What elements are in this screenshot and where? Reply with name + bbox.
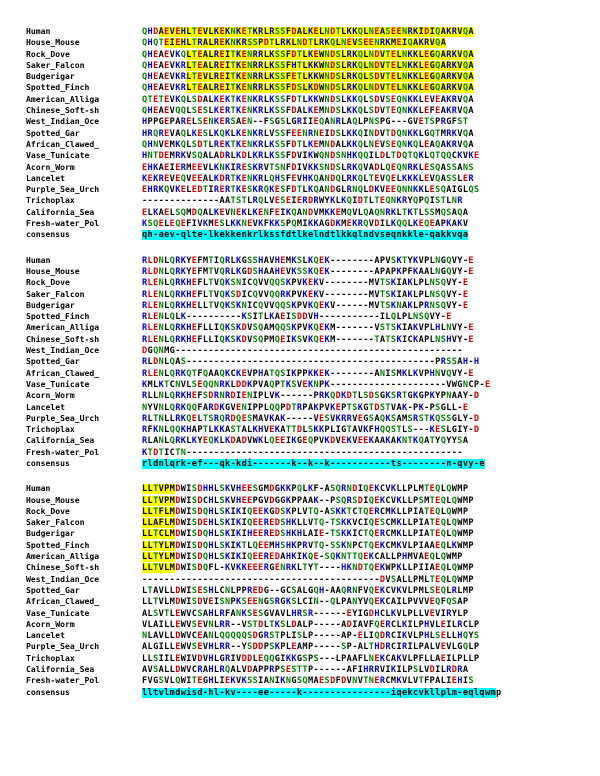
alignment-row <box>26 266 600 277</box>
sequence-residues: FVGSVLQWITEGHLIEKVKSSIANIKNGSQMAESDFDVNVTNERCMKVLVTFPALIEHIS <box>142 676 474 687</box>
sequence-label: Spotted_Finch <box>26 539 90 550</box>
sequence-label: West_Indian_Oce <box>26 116 100 127</box>
alignment-row <box>26 255 600 266</box>
sequence-label: Chinese_Soft-sh <box>26 562 100 573</box>
alignment-row <box>26 540 600 551</box>
sequence-label: California_Sea <box>26 664 95 675</box>
alignment-block <box>26 26 600 241</box>
sequence-label: California_Sea <box>26 206 95 217</box>
sequence-residues: RLDNLQAS---------------------------------------------PRSSAH-H <box>142 357 480 368</box>
sequence-residues: HRQREVAQLKESLKQKLKENKRLVSSFEENRNEIDSLKKQINDVTDQNKKLGQTMRKVQA <box>142 128 474 139</box>
alignment-row <box>26 105 600 116</box>
alignment-row <box>26 402 600 413</box>
alignment-row <box>26 150 600 161</box>
sequence-label: House_Mouse <box>26 37 80 48</box>
alignment-row <box>26 116 600 127</box>
sequence-label: Human <box>26 254 51 265</box>
sequence-residues: QHQTEIEHLTRALREKNKRSSPDTLRKLNDTLRKQLNEVSEENRKMEIQAKRVQA <box>142 38 447 49</box>
alignment-row <box>26 630 600 641</box>
sequence-label: Chinese_Soft-sh <box>26 105 100 116</box>
sequence-label: consensus <box>26 229 70 240</box>
alignment-row <box>26 413 600 424</box>
alignment-row <box>26 687 600 698</box>
sequence-residues: ALSVTLEWVCSAHLRFANKSESGVAVLHRSR------EYIGDHCLKVLPLLVEVIRYLP <box>142 608 469 619</box>
sequence-label: Purple_Sea_Urch <box>26 184 100 195</box>
sequence-residues: AVSALLDWVCRAHLRQALVDAPPRPSESTTP------AFIHRRVIKILPSLVDILRDRA <box>142 665 469 676</box>
sequence-residues: QHEAEVQQLSESLKERTKENKRLKSSFDALKEMNDSLKKQLSDVTEQNKKLEFEAKRVQA <box>142 106 474 117</box>
alignment-row <box>26 608 600 619</box>
alignment-row <box>26 596 600 607</box>
alignment-row <box>26 184 600 195</box>
sequence-label: Acorn_Worm <box>26 390 75 401</box>
sequence-residues: qh-aev-qlte-lkekkenkrlkssfdtlkelndtlkkqlndvseqnkkle-qakkvqa <box>142 230 469 241</box>
alignment-row <box>26 574 600 585</box>
sequence-residues: LLSIILEWIVDVHLGRIVDDLEQQGIKKGSPS---LPAAFLNEKCAKVLPFLLAEILPLLP <box>142 653 480 664</box>
alignment-row <box>26 517 600 528</box>
sequence-label: California_Sea <box>26 435 95 446</box>
sequence-label: Vase_Tunicate <box>26 607 90 618</box>
sequence-label: Spotted_Gar <box>26 356 80 367</box>
sequence-label: Lancelet <box>26 172 65 183</box>
alignment-row <box>26 653 600 664</box>
sequence-residues: RLANLQRKLKYEQKLKDADVWKLQEEIKGEQPVKDVEKVEEKAAKAKNTKQATYQYYSA <box>142 436 469 447</box>
sequence-label: Purple_Sea_Urch <box>26 641 100 652</box>
sequence-residues: RLENLQRKHEFLLIQKSKDVSQPMQEIKSVKQEKM-------TATSKICKAPLNSHVY-E <box>142 334 474 345</box>
sequence-label: Vase_Tunicate <box>26 150 90 161</box>
alignment-row <box>26 128 600 139</box>
alignment-row <box>26 60 600 71</box>
alignment-row <box>26 379 600 390</box>
sequence-residues: QTETEVKQLSDALKEKTKENKRLKSSFDTLKKWNDSLKKQLSDVSEQNKKLEVEAKRVQA <box>142 94 474 105</box>
sequence-label: Fresh-water_Pol <box>26 446 100 457</box>
alignment-row <box>26 311 600 322</box>
alignment-row <box>26 195 600 206</box>
sequence-label: American_Alliga <box>26 93 100 104</box>
alignment-row <box>26 483 600 494</box>
sequence-residues: RFKNLQQKHAPTLKKASTALKHVEKATTDLSKKPLIGTAVKFHQQSTLS---KESLGIY-D <box>142 425 480 436</box>
sequence-label: Lancelet <box>26 630 65 641</box>
alignment-row <box>26 424 600 435</box>
alignment-row <box>26 71 600 82</box>
alignment-row <box>26 49 600 60</box>
sequence-label: House_Mouse <box>26 265 80 276</box>
alignment-row <box>26 173 600 184</box>
sequence-label: Rock_Dove <box>26 505 70 516</box>
sequence-residues: ALGILLEWVSEVHLRR--YSDDPSKPLEAMP-----SP-ALTHDRCIRILPALVEVLGQLP <box>142 642 480 653</box>
sequence-residues: QHEAEVKQLTEALREITKENRRLKSSFDTLKEWNDSLRKQLNDVTELNKKLEGQARKVQA <box>142 49 474 60</box>
sequence-label: American_Alliga <box>26 322 100 333</box>
sequence-residues: HPPGEPARELSENKERSAEN--FSGSLGRIIEQANRLAQLPNSPG---GVETSPRGFST <box>142 117 469 128</box>
sequence-residues: RLENLQRKHEFLTVQKSDICQVVQQRKPVKEKV--------MVTSKIAKLPLNSQVY-E <box>142 289 469 300</box>
sequence-residues: LLTVLMDWISDVEISNPKSEENGSRGKSLCIN--QLPANYVQEKCAILPVVVEQFQSAP <box>142 597 469 608</box>
sequence-residues: RLENLQLK----------KSITLKAEISDDVH-----------ILQLPLNSQVY-E <box>142 312 452 323</box>
sequence-label: Trichoplax <box>26 424 75 435</box>
alignment-row <box>26 619 600 630</box>
alignment-block <box>26 255 600 470</box>
sequence-residues: LLTFLMDWISDQHLSKIKIQEEKGDSKPLVTQ-ASKKTCTQERCMKLLPIATEQLQWMP <box>142 506 469 517</box>
alignment-row <box>26 495 600 506</box>
sequence-label: Spotted_Finch <box>26 82 90 93</box>
sequence-label: Acorn_Worm <box>26 618 75 629</box>
sequence-label: Fresh-water_Pol <box>26 218 100 229</box>
sequence-residues: KMLKTCNVLSEQQNRKLDDKPVAQPTKSVEKNPK---------------------VWGNCP-E <box>142 379 491 390</box>
sequence-residues: QHDAEVEHLTEVLKEKNKETKRLRSSFDALKELNDTLKKQLNEASEENRKIDIQAKRVQA <box>142 27 474 37</box>
alignment-row <box>26 435 600 446</box>
alignment-blocks <box>26 26 600 698</box>
sequence-residues: LLTYLMDWISDQHLSKIKTLQEEMHSHKPRVTQ-SSKNPCTQEKCMKVLPIAAEQLKWMP <box>142 540 474 551</box>
sequence-label: Rock_Dove <box>26 48 70 59</box>
sequence-residues: LLTYLMDWISDQHLSKIKIQEEREDAHKIKQE-SQKNTTQEKCALLPHMVAEQLQWMP <box>142 552 463 563</box>
alignment-row <box>26 551 600 562</box>
sequence-residues: RLTNLLRKQELTSRQRDQESMAVKAK-----VESVKRRVEGSAQKSAMSRSTKQSSGLY-D <box>142 413 480 424</box>
sequence-label: consensus <box>26 457 70 468</box>
sequence-label: Lancelet <box>26 401 65 412</box>
sequence-residues: KEKREVEQVEEALKDRTKENKRLQHSFEVHKQANDQLRKQLTEVQELKKKLEVQASSLER <box>142 173 474 184</box>
sequence-label: African_Clawed_ <box>26 138 100 149</box>
sequence-residues: EHRKQVKELEDTIRERTKESKRQKESFDTLKQANDGLRNQLDKVEEQNNKKLESQAIGLQS <box>142 185 480 196</box>
sequence-label: Vase_Tunicate <box>26 378 90 389</box>
sequence-residues: RLENLQRKHELLTVQKSKNICQVVQQSKPVKQEKV------MVTSKNAKLPRNSQVY-E <box>142 300 469 311</box>
alignment-row <box>26 664 600 675</box>
alignment-row <box>26 356 600 367</box>
sequence-label: Rock_Dove <box>26 277 70 288</box>
sequence-label: Acorn_Worm <box>26 161 75 172</box>
alignment-row <box>26 277 600 288</box>
sequence-label: consensus <box>26 686 70 697</box>
sequence-residues: LLAFLMDWISDEHLSKIKIQEEREDSHKLLVTQ-TSKKVCIQESCMKLLPIATEQLQWMP <box>142 518 474 529</box>
alignment-row <box>26 207 600 218</box>
alignment-row <box>26 300 600 311</box>
sequence-label: Budgerigar <box>26 299 75 310</box>
sequence-residues: RLENLQRKHEFLTVQKSNICQVVQQSKPVKEKV--------MVTSKIAKLPLNSQVY-E <box>142 278 469 289</box>
sequence-residues: RLDNLQRKYEFMTIQRLKGSSHAVHEMKSLKQEK--------APVSKTYKVPLNGQVY-E <box>142 255 474 266</box>
sequence-residues: QHEAEVKRLTEALREITKENRRLKSSFHTLKKWNDSLRKQLNDVTELNKKLEGQARKVQA <box>142 60 474 71</box>
alignment-row <box>26 94 600 105</box>
sequence-residues: NLAVLLDWVCEANLQQQQQSDGRSTPLISLP-----AP-ELIQDRCIKVLPHLSELLHQYS <box>142 631 480 642</box>
sequence-label: Chinese_Soft-sh <box>26 333 100 344</box>
sequence-residues: HNTDEMRKVSQALADRLKDLKRLKSSFDVIKWQNDSNHKQQILDLTDQTQKLQTQQCKVKE <box>142 151 480 162</box>
alignment-row <box>26 37 600 48</box>
sequence-label: Budgerigar <box>26 528 75 539</box>
sequence-residues: QHNVEMKQLSDTLREKTKENKRLKSSFDTLKEMNDALKKQLNEVSEQNKQLEAQAKRVQA <box>142 139 474 150</box>
alignment-row <box>26 218 600 229</box>
sequence-residues: LLTVLMDWISDQFL-KVKKEEERGENRKLTYT----HKNDTQEKWPKLLPIIAEQLQWMP <box>142 563 474 574</box>
sequence-label: Fresh-water_Pol <box>26 675 100 686</box>
alignment-row <box>26 82 600 93</box>
sequence-residues: QHEAEVKRLTEVLREITKENRRLKSSFETLKKWNDSLRKQLSDVTELNKKLEGQARKVQA <box>142 72 474 83</box>
sequence-residues: QHEAEVKRLTEALREITKENRRLKSSFDSLKDWNDSLRKQLNDVTELNKKLEGQARKVQA <box>142 83 474 94</box>
sequence-residues: RLDNLQRKYEFMTVQRLKGDSHAAHEVKSSKQEK--------APAPKPFKAALNGQVY-E <box>142 266 474 277</box>
alignment-row <box>26 289 600 300</box>
sequence-label: Trichoplax <box>26 652 75 663</box>
sequence-residues: KTDTICTN-------------------------------------------------- <box>142 447 463 458</box>
alignment-row <box>26 506 600 517</box>
sequence-residues: KSQELEQEFIVKMESLKKNEVKFKKSPQMIKKAGDKMEKRQVDILKQQLKEQEAPKAKV <box>142 219 469 230</box>
sequence-residues: ELKAELSQMDQALKEVNEKLKENFEIKQANDVMKKEMQVLQAQNRKLTKTLSSMQSAQA <box>142 207 469 218</box>
sequence-residues: RLENLQRKQTFQAAQKCKEVPHATQSIKPPKKEK--------ANISMKLKVPHNVQVY-E <box>142 368 474 379</box>
alignment-row <box>26 334 600 345</box>
alignment-row <box>26 528 600 539</box>
alignment-row <box>26 562 600 573</box>
sequence-label: Trichoplax <box>26 195 75 206</box>
sequence-label: Spotted_Gar <box>26 127 80 138</box>
alignment-row <box>26 641 600 652</box>
sequence-residues: -------------------------------------------DVSALLPMLTEQLQWMP <box>142 574 474 585</box>
alignment-row <box>26 26 600 37</box>
sequence-label: Saker_Falcon <box>26 288 85 299</box>
sequence-label: Human <box>26 483 51 494</box>
alignment-row <box>26 585 600 596</box>
sequence-label: Saker_Falcon <box>26 59 85 70</box>
sequence-residues: --------------AATSTLRQLVESEIERDRWYKLKQIDTLTEQNKRYQPQISTLNR <box>142 196 463 207</box>
alignment-row <box>26 390 600 401</box>
sequence-residues: LLTVPMDWISDCHLSKVHEEPGVDGGKPPAAK--PSQRSDIQEKCVKLLPSMTEQLQWMP <box>142 495 474 506</box>
alignment-row <box>26 162 600 173</box>
sequence-residues: NYVNLQRKQQFARDKGVENIPPLQQPDTRPAKPVKEPTSKGTDSTVAK-PK-PSGLL-E <box>142 402 469 413</box>
sequence-residues: LLTVPMDWISDHHLSKVHEESGMDGKKPQLKF-ASQRNDIQEKCVKLLPLMTEQLQWMP <box>142 484 469 495</box>
sequence-label: African_Clawed_ <box>26 596 100 607</box>
sequence-label: American_Alliga <box>26 551 100 562</box>
sequence-label: African_Clawed_ <box>26 367 100 378</box>
alignment-row <box>26 368 600 379</box>
sequence-residues: LLTCLMDWISDQHLSKIKIHEEREDSHKHLAIE-TSKKICTQERCMKLLPIATEQLQWMP <box>142 529 474 540</box>
sequence-residues: VLAILLEWVSEVNLRR--VSTDLTKSLDALP-----ADIAVFQERCLKILPHVLEILRCLP <box>142 619 480 630</box>
alignment-row <box>26 229 600 240</box>
alignment-row <box>26 675 600 686</box>
sequence-label: Spotted_Gar <box>26 584 80 595</box>
sequence-label: Budgerigar <box>26 71 75 82</box>
sequence-label: Spotted_Finch <box>26 311 90 322</box>
sequence-residues: EHKAEIERMEEVLKNKIRESKRVTSNFDIVKKSNDSLRKQVADLQEQNRKLESQASSANS <box>142 162 474 173</box>
sequence-label: House_Mouse <box>26 494 80 505</box>
sequence-residues: DGQNMG---------------------------------------------------- <box>142 346 463 357</box>
sequence-label: West_Indian_Oce <box>26 573 100 584</box>
sequence-label: Human <box>26 26 51 36</box>
alignment-block <box>26 483 600 698</box>
sequence-residues: rldnlqrk-ef---qk-kdi-------k--k--k-----------ts--------n-qvy-e <box>142 458 485 469</box>
alignment-row <box>26 447 600 458</box>
sequence-residues: RLENLQRKHEFLLIQKSKDVSQAMQQSKPVKQEKM-------VSTSKIAKVPLHLNVY-E <box>142 323 474 334</box>
sequence-label: Purple_Sea_Urch <box>26 412 100 423</box>
sequence-residues: RLLNLQRKHEFSDRNRDIENIPLVK------PRKQDKDTLSDSGKSRTGKGPKYPNAAY-D <box>142 391 480 402</box>
alignment-row <box>26 345 600 356</box>
alignment-row <box>26 322 600 333</box>
sequence-label: West_Indian_Oce <box>26 345 100 356</box>
sequence-residues: LTAVLLDWISESHLCNLPPREDG--GCSALGQH-AAQRNFVQEKCVKVLPMLSEQLRLMP <box>142 585 474 596</box>
alignment-row <box>26 458 600 469</box>
sequence-label: Saker_Falcon <box>26 517 85 528</box>
sequence-residues: lltvlmdwisd-hl-kv----ee-----k----------------iqekcvkllplm-eqlqwmp <box>142 687 502 698</box>
alignment-row <box>26 139 600 150</box>
